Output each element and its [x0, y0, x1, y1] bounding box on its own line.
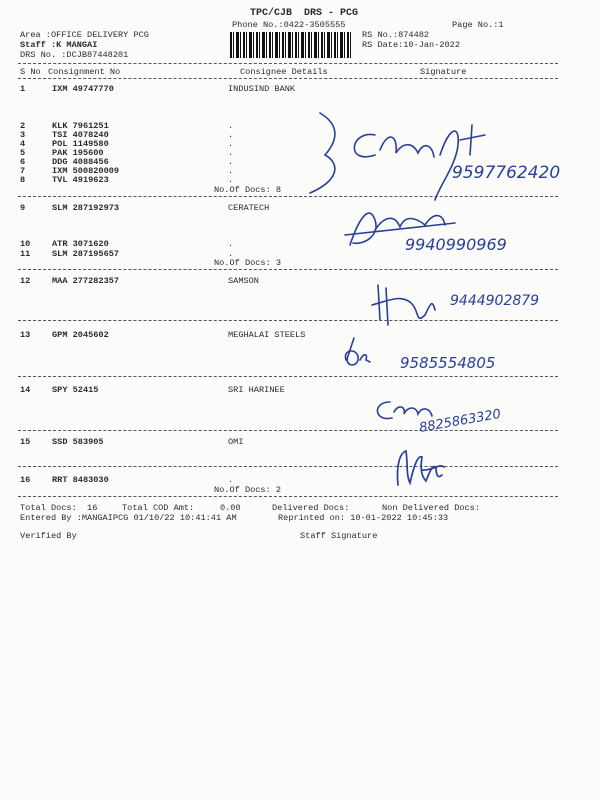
sig2-phone: 9940990969	[405, 235, 507, 254]
row-consignment: KLK 7961251	[52, 121, 109, 131]
row-consignment: TSI 4078240	[52, 130, 109, 140]
row-sno: 13	[20, 330, 31, 340]
row-consignment: SLM 287192973	[52, 203, 120, 213]
col-sno: S No	[20, 67, 41, 77]
signature-6	[392, 445, 452, 495]
rs-number: RS No.:874482	[362, 30, 430, 40]
doc-count: No.Of Docs: 8	[214, 185, 282, 195]
row-sno: 8	[20, 175, 26, 185]
row-consignee: .	[228, 148, 234, 158]
row-consignee: .	[228, 157, 234, 167]
col-signature: Signature	[420, 67, 467, 77]
row-sno: 14	[20, 385, 31, 395]
row-consignee: INDUSIND BANK	[228, 84, 296, 94]
drs-number: DRS No. :DCJB87448201	[20, 50, 129, 60]
row-sno: 15	[20, 437, 31, 447]
row-sno: 16	[20, 475, 31, 485]
row-sno: 6	[20, 157, 26, 167]
row-consignment: IXM 49747770	[52, 84, 114, 94]
row-consignee: OMI	[228, 437, 244, 447]
signature-3	[370, 280, 560, 340]
sig4-phone: 9585554805	[400, 354, 496, 372]
row-sno: 3	[20, 130, 26, 140]
row-consignment: MAA 277282357	[52, 276, 120, 286]
signature-5	[372, 390, 552, 445]
staff: Staff :K MANGAI	[20, 40, 98, 50]
signature-4	[340, 338, 540, 383]
row-consignee: .	[228, 130, 234, 140]
row-consignee: .	[228, 121, 234, 131]
sig3-phone: 9444902879	[450, 293, 540, 309]
col-consignee: Consignee Details	[240, 67, 328, 77]
row-consignment: DDG 4088456	[52, 157, 109, 167]
signature-2	[345, 205, 545, 270]
barcode	[230, 32, 352, 58]
row-consignment: POL 1149580	[52, 139, 109, 149]
total-cod: Total COD Amt: 0.00	[122, 503, 241, 513]
divider	[18, 496, 558, 497]
row-sno: 11	[20, 249, 31, 259]
row-consignee: MEGHALAI STEELS	[228, 330, 306, 340]
row-sno: 4	[20, 139, 26, 149]
row-consignee: .	[228, 249, 234, 259]
divider	[18, 466, 558, 467]
row-sno: 9	[20, 203, 26, 213]
row-sno: 5	[20, 148, 26, 158]
divider	[18, 78, 558, 79]
non-delivered-docs: Non Delivered Docs:	[382, 503, 480, 513]
row-consignment: RRT 8483030	[52, 475, 109, 485]
row-consignment: SPY 52415	[52, 385, 99, 395]
total-docs: Total Docs: 16	[20, 503, 98, 513]
row-consignment: ATR 3071620	[52, 239, 109, 249]
row-sno: 12	[20, 276, 31, 286]
doc-count: No.Of Docs: 3	[214, 258, 282, 268]
row-consignee: .	[228, 166, 234, 176]
row-consignee: .	[228, 175, 234, 185]
row-consignment: TVL 4919623	[52, 175, 109, 185]
row-consignment: PAK 195600	[52, 148, 104, 158]
delivered-docs: Delivered Docs:	[272, 503, 350, 513]
row-consignee: SRI HARINEE	[228, 385, 285, 395]
phone-number: Phone No.:0422-3505555	[232, 20, 346, 30]
row-consignment: IXM 500820009	[52, 166, 120, 176]
report-title: TPC/CJB DRS - PCG	[250, 8, 359, 19]
area: Area :OFFICE DELIVERY PCG	[20, 30, 149, 40]
signature-1	[300, 105, 590, 210]
row-consignee: SAMSON	[228, 276, 259, 286]
row-consignee: CERATECH	[228, 203, 270, 213]
divider	[18, 63, 558, 64]
col-consignment: Consignment No	[48, 67, 121, 77]
sig5-phone: 8825863320	[418, 406, 503, 436]
page-number: Page No.:1	[452, 20, 504, 30]
row-consignment: SSD 583905	[52, 437, 104, 447]
row-sno: 10	[20, 239, 31, 249]
row-consignment: GPM 2045602	[52, 330, 109, 340]
verified-by: Verified By	[20, 531, 77, 541]
doc-count: No.Of Docs: 2	[214, 485, 282, 495]
row-consignment: SLM 287195657	[52, 249, 120, 259]
row-sno: 1	[20, 84, 26, 94]
entered-by: Entered By :MANGAIPCG 01/10/22 10:41:41 AM	[20, 513, 237, 523]
rs-date: RS Date:10-Jan-2022	[362, 40, 460, 50]
staff-signature: Staff Signature	[300, 531, 378, 541]
row-sno: 7	[20, 166, 26, 176]
row-sno: 2	[20, 121, 26, 131]
sig1-phone: 9597762420	[452, 163, 561, 183]
reprinted-on: Reprinted on: 10-01-2022 10:45:33	[278, 513, 449, 523]
row-consignee: .	[228, 139, 234, 149]
row-consignee: .	[228, 239, 234, 249]
row-consignee: .	[228, 475, 234, 485]
